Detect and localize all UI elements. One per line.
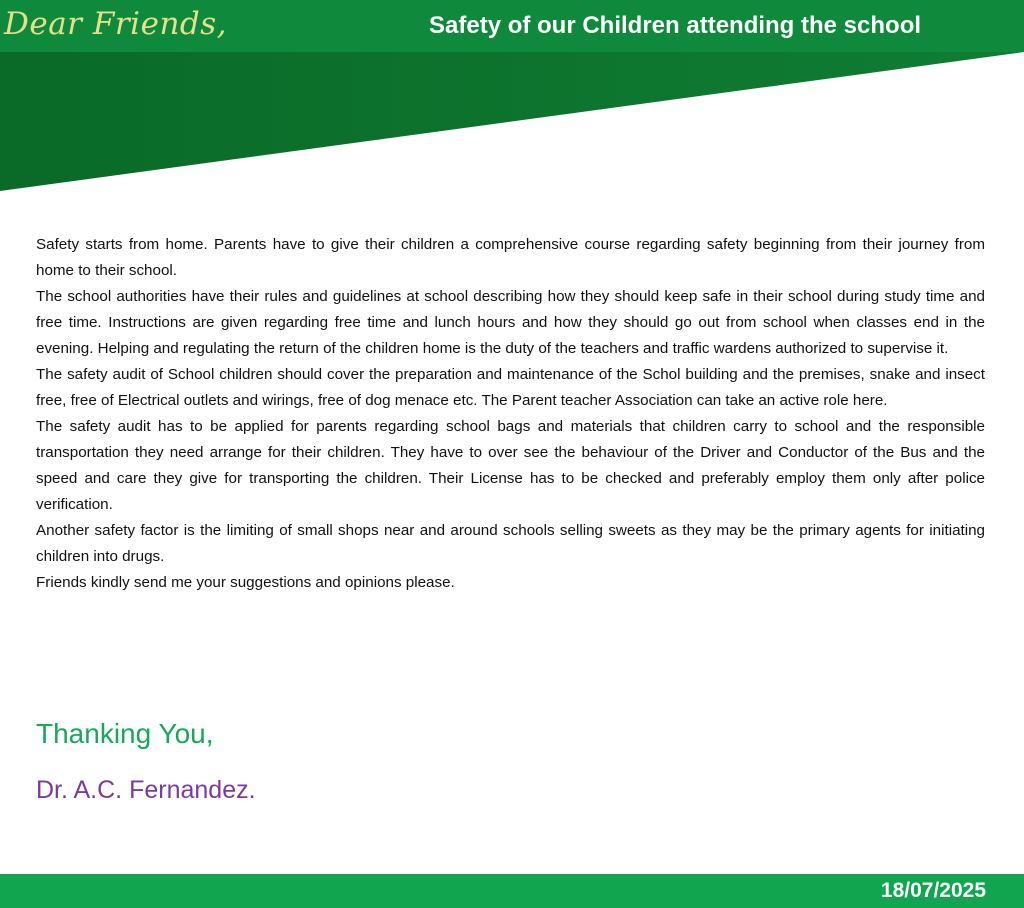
page-title: Safety of our Children attending the school — [429, 12, 922, 39]
decorative-wedge — [0, 52, 1024, 192]
paragraph: The safety audit has to be applied for parents regarding school bags and materials that children carry to school and the responsible transportation they need arrange for their children. They have to over see the behaviour of the Driver and Conductor of the Bus and the speed and care they give for transporting the children. Their License has to be checked and preferably employ them only after police verification. — [36, 418, 985, 513]
closing-thanks: Thanking You, — [36, 718, 214, 749]
greeting: Dear Friends, — [4, 6, 228, 42]
header-bar — [0, 0, 1024, 52]
author-signature: Dr. A.C. Fernandez. — [36, 776, 256, 804]
paragraph: The safety audit of School children should cover the preparation and maintenance of the Schol building and the premises, snake and insect free, free of Electrical outlets and wirings, free of dog menace etc. The Parent teacher Association can take an active role here. — [36, 366, 985, 409]
paragraph: Another safety factor is the limiting of small shops near and around schools selling sweets as they may be the primary agents for initiating children into drugs. — [36, 522, 985, 565]
paragraph: Safety starts from home. Parents have to give their children a comprehensive course regarding safety beginning from their journey from home to their school. — [36, 236, 985, 279]
letter-body — [36, 232, 985, 596]
paragraph: Friends kindly send me your suggestions and opinions please. — [36, 574, 455, 591]
footer-bar — [0, 874, 1024, 908]
paragraph: The school authorities have their rules and guidelines at school describing how they should keep safe in their school during study time and free time. Instructions are given regarding free time and lunch hours and how they should go out from school when classes end in the evening. Helping and regulating the return of the children home is the duty of the teachers and traffic wardens authorized to supervise it. — [36, 288, 985, 357]
footer-date: 18/07/2025 — [880, 879, 986, 902]
